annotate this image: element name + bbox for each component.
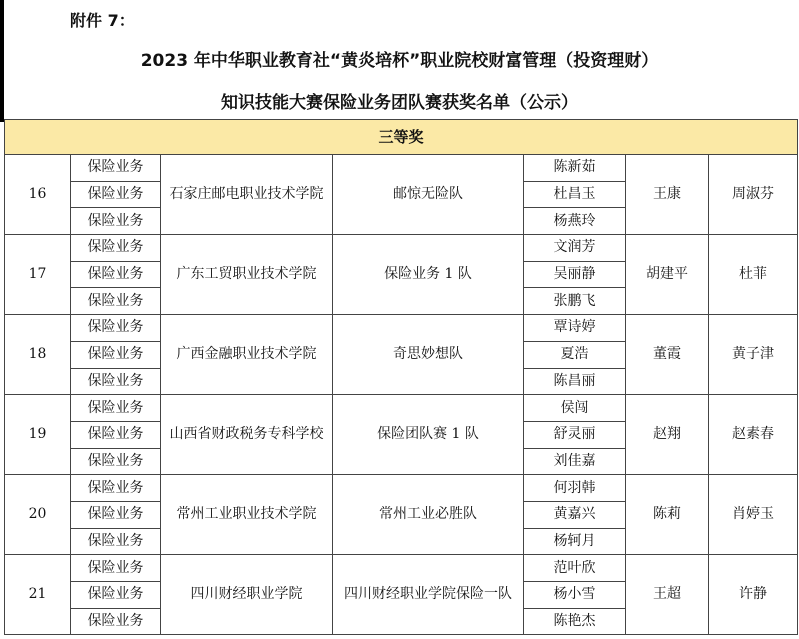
coach-2: 赵素春 <box>709 395 798 475</box>
member-name: 陈新茹 <box>524 155 626 182</box>
track-cell: 保险业务 <box>71 208 161 235</box>
coach-1: 王康 <box>626 155 709 235</box>
table-row <box>5 395 798 422</box>
school-name: 广东工贸职业技术学院 <box>161 235 333 315</box>
coach-1: 董霞 <box>626 315 709 395</box>
member-name: 覃诗婷 <box>524 315 626 342</box>
member-name: 杨轲月 <box>524 528 626 555</box>
member-name: 陈艳杰 <box>524 608 626 635</box>
coach-2: 黄子津 <box>709 315 798 395</box>
track-cell: 保险业务 <box>71 315 161 342</box>
member-name: 黄嘉兴 <box>524 501 626 528</box>
team-name: 奇思妙想队 <box>333 315 524 395</box>
track-cell: 保险业务 <box>71 261 161 288</box>
member-name: 范叶欣 <box>524 555 626 582</box>
team-name: 保险业务 1 队 <box>333 235 524 315</box>
entry-number: 20 <box>5 475 71 555</box>
school-name: 广西金融职业技术学院 <box>161 315 333 395</box>
entry-number: 16 <box>5 155 71 235</box>
track-cell: 保险业务 <box>71 395 161 422</box>
document-title-line-2: 知识技能大赛保险业务团队赛获奖名单（公示） <box>221 93 578 113</box>
member-name: 杨燕玲 <box>524 208 626 235</box>
team-name: 四川财经职业学院保险一队 <box>333 555 524 635</box>
track-cell: 保险业务 <box>71 555 161 582</box>
track-cell: 保险业务 <box>71 368 161 395</box>
school-name: 石家庄邮电职业技术学院 <box>161 155 333 235</box>
team-name: 常州工业必胜队 <box>333 475 524 555</box>
table-row <box>5 475 798 502</box>
entry-number: 21 <box>5 555 71 635</box>
member-name: 侯闯 <box>524 395 626 422</box>
track-cell: 保险业务 <box>71 448 161 475</box>
coach-2: 许静 <box>709 555 798 635</box>
member-name: 杜昌玉 <box>524 181 626 208</box>
track-cell: 保险业务 <box>71 288 161 315</box>
track-cell: 保险业务 <box>71 608 161 635</box>
team-name: 保险团队赛 1 队 <box>333 395 524 475</box>
track-cell: 保险业务 <box>71 341 161 368</box>
track-cell: 保险业务 <box>71 501 161 528</box>
track-cell: 保险业务 <box>71 155 161 182</box>
member-name: 刘佳嘉 <box>524 448 626 475</box>
member-name: 杨小雪 <box>524 582 626 609</box>
coach-1: 赵翔 <box>626 395 709 475</box>
school-name: 常州工业职业技术学院 <box>161 475 333 555</box>
award-table <box>4 119 798 635</box>
coach-1: 王超 <box>626 555 709 635</box>
entry-number: 18 <box>5 315 71 395</box>
table-row <box>5 555 798 582</box>
school-name: 四川财经职业学院 <box>161 555 333 635</box>
track-cell: 保险业务 <box>71 181 161 208</box>
coach-2: 杜菲 <box>709 235 798 315</box>
entry-number: 19 <box>5 395 71 475</box>
member-name: 陈昌丽 <box>524 368 626 395</box>
table-row <box>5 235 798 262</box>
track-cell: 保险业务 <box>71 235 161 262</box>
member-name: 文润芳 <box>524 235 626 262</box>
prize-level-header-row <box>5 120 798 155</box>
prize-level-label: 三等奖 <box>5 120 798 155</box>
table-row <box>5 315 798 342</box>
member-name: 夏浩 <box>524 341 626 368</box>
document-title-line-1: 2023 年中华职业教育社“黄炎培杯”职业院校财富管理（投资理财） <box>140 51 659 71</box>
member-name: 张鹏飞 <box>524 288 626 315</box>
track-cell: 保险业务 <box>71 528 161 555</box>
member-name: 舒灵丽 <box>524 421 626 448</box>
coach-1: 胡建平 <box>626 235 709 315</box>
attachment-label: 附件 7： <box>70 11 135 30</box>
track-cell: 保险业务 <box>71 421 161 448</box>
entry-number: 17 <box>5 235 71 315</box>
coach-2: 肖婷玉 <box>709 475 798 555</box>
member-name: 何羽韩 <box>524 475 626 502</box>
track-cell: 保险业务 <box>71 475 161 502</box>
track-cell: 保险业务 <box>71 582 161 609</box>
coach-2: 周淑芬 <box>709 155 798 235</box>
member-name: 吴丽静 <box>524 261 626 288</box>
coach-1: 陈莉 <box>626 475 709 555</box>
team-name: 邮惊无险队 <box>333 155 524 235</box>
school-name: 山西省财政税务专科学校 <box>161 395 333 475</box>
table-row <box>5 155 798 182</box>
